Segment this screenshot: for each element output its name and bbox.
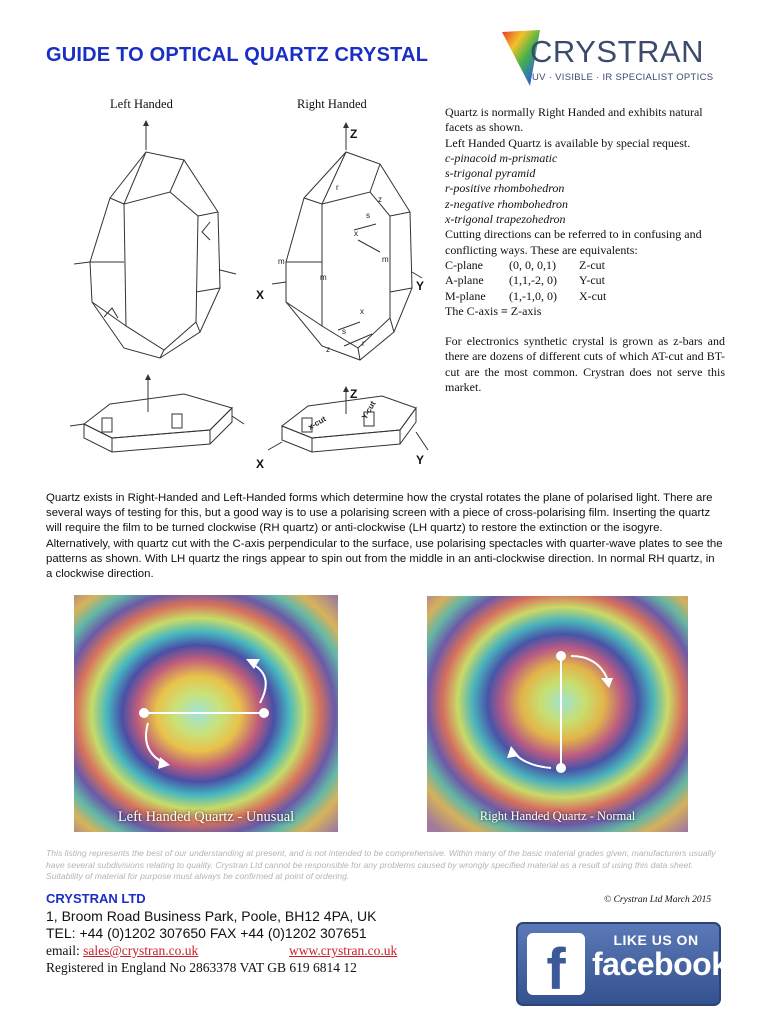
crystal-diagrams (60, 112, 440, 472)
interference-pattern-image (427, 596, 688, 832)
left-handed-crystal-drawing (74, 122, 236, 358)
plate-axis-x-label: X (256, 457, 265, 471)
right-handed-crystal-drawing (272, 126, 425, 360)
face-label: m (320, 273, 327, 282)
axis-y-label: Y (416, 279, 425, 293)
right-handed-label: Right Handed (297, 97, 367, 111)
left-handed-photo (74, 595, 338, 832)
registration-info: Registered in England No 2863378 VAT GB 619 6814 12 (46, 960, 357, 975)
face-label: s (342, 327, 346, 336)
face-definition: x-trigonal trapezohedron (445, 212, 566, 227)
logo-tagline: UV · VISIBLE · IR SPECIALIST OPTICS (532, 72, 714, 83)
plane-row: C-plane (0, 0, 0,1) Z-cut (445, 257, 605, 272)
email-link[interactable]: sales@crystran.co.uk (83, 943, 199, 958)
face-definition: c-pinacoid m-prismatic (445, 150, 558, 165)
facebook-like-button[interactable] (516, 922, 729, 1006)
facebook-wordmark: facebook (592, 946, 729, 982)
disclaimer-text: This listing represents the best of our understanding at present, and is not intended to be comprehensive. Within many of the basic material grades given, manufacturers usually have several subdivisions relating to quality. Crystran Ltd cannot be responsible for any problems caused by wrongly specified material as a result of using this data sheet. Suitability of material for purpose must always be confirmed at point of ordering. (46, 848, 716, 881)
face-label: x (360, 307, 364, 316)
right-plate-drawing (268, 388, 428, 452)
plane-row: A-plane (1,1,-2, 0) Y-cut (445, 273, 605, 288)
plate-axis-y-label: Y (416, 453, 425, 467)
face-definition: s-trigonal pyramid (445, 166, 536, 181)
right-handed-photo (427, 596, 688, 832)
email-line (46, 943, 198, 959)
axis-x-label: X (256, 288, 265, 302)
face-label: r (362, 339, 365, 348)
page-title: GUIDE TO OPTICAL QUARTZ CRYSTAL (46, 44, 429, 66)
left-plate-drawing (70, 376, 244, 452)
face-label: m (278, 257, 285, 266)
right-photo-caption: Right Handed Quartz - Normal (479, 809, 636, 823)
face-label: r (336, 183, 339, 192)
y-cut-label: Y-cut (359, 399, 378, 421)
plate-axis-z-label: Z (350, 387, 358, 401)
face-definition: z-negative rhombohedron (445, 196, 568, 211)
info-column (445, 105, 725, 395)
face-label: s (366, 211, 370, 220)
interference-pattern-image (74, 595, 338, 832)
axis-z-label: Z (350, 127, 358, 141)
email-label: email: (46, 943, 84, 958)
face-label: m (382, 255, 389, 264)
face-label: x (354, 229, 358, 238)
website-link[interactable]: www.crystran.co.uk (289, 943, 398, 958)
face-label: z (378, 195, 382, 204)
info-paragraph: Left Handed Quartz is available by special request. (445, 135, 691, 150)
left-photo-caption: Left Handed Quartz - Unusual (117, 809, 295, 825)
x-cut-label: x-cut (306, 414, 328, 432)
crystran-logo (500, 26, 730, 92)
copyright-notice: © Crystran Ltd March 2015 (604, 895, 712, 905)
axis-equivalence-note: The C-axis ≡ Z-axis (445, 303, 542, 318)
plane-row: M-plane (1,-1,0, 0) X-cut (445, 288, 607, 303)
face-definition: r-positive rhombohedron (445, 181, 565, 196)
info-paragraph: Quartz is normally Right Handed and exhibits natural facets as shown. (445, 105, 703, 135)
company-name: CRYSTRAN LTD (46, 891, 146, 906)
info-paragraph: For electronics synthetic crystal is grown as z-bars and there are dozens of different cuts of which AT-cut and BT-cut are the most common. Crystran does not serve this market. (445, 334, 725, 395)
body-paragraph: Quartz exists in Right-Handed and Left-Handed forms which determine how the crystal rotates the plane of polarised light. There are several ways of testing for this, but a good way is to use a polarising screen with a piece of cross-polarising film. Inserting the quartz will require the film to be turned clockwise (RH quartz) or anti-clockwise (LH quartz) to restore the extinction or the isogyre. Alternatively, with quartz cut with the C-axis perpendicular to the surface, use polarising spectacles with quarter-wave plates to see the patterns as shown. With LH quartz the rings appear to spin out from the middle in an anti-clockwise direction. In normal RH quartz, in a clockwise direction. (46, 492, 723, 581)
facebook-f-icon: f (527, 933, 585, 995)
left-handed-label: Left Handed (110, 97, 173, 111)
info-paragraph: Cutting directions can be referred to in confusing and conflicting ways. These are equivalents: (445, 227, 702, 257)
company-address: 1, Broom Road Business Park, Poole, BH12 4PA, UK (46, 908, 377, 924)
logo-name: CRYSTRAN (530, 34, 704, 69)
phone-fax: TEL: +44 (0)1202 307650 FAX +44 (0)1202 307651 (46, 925, 367, 941)
facebook-like-text: LIKE US ON (613, 932, 699, 948)
face-label: z (326, 345, 330, 354)
